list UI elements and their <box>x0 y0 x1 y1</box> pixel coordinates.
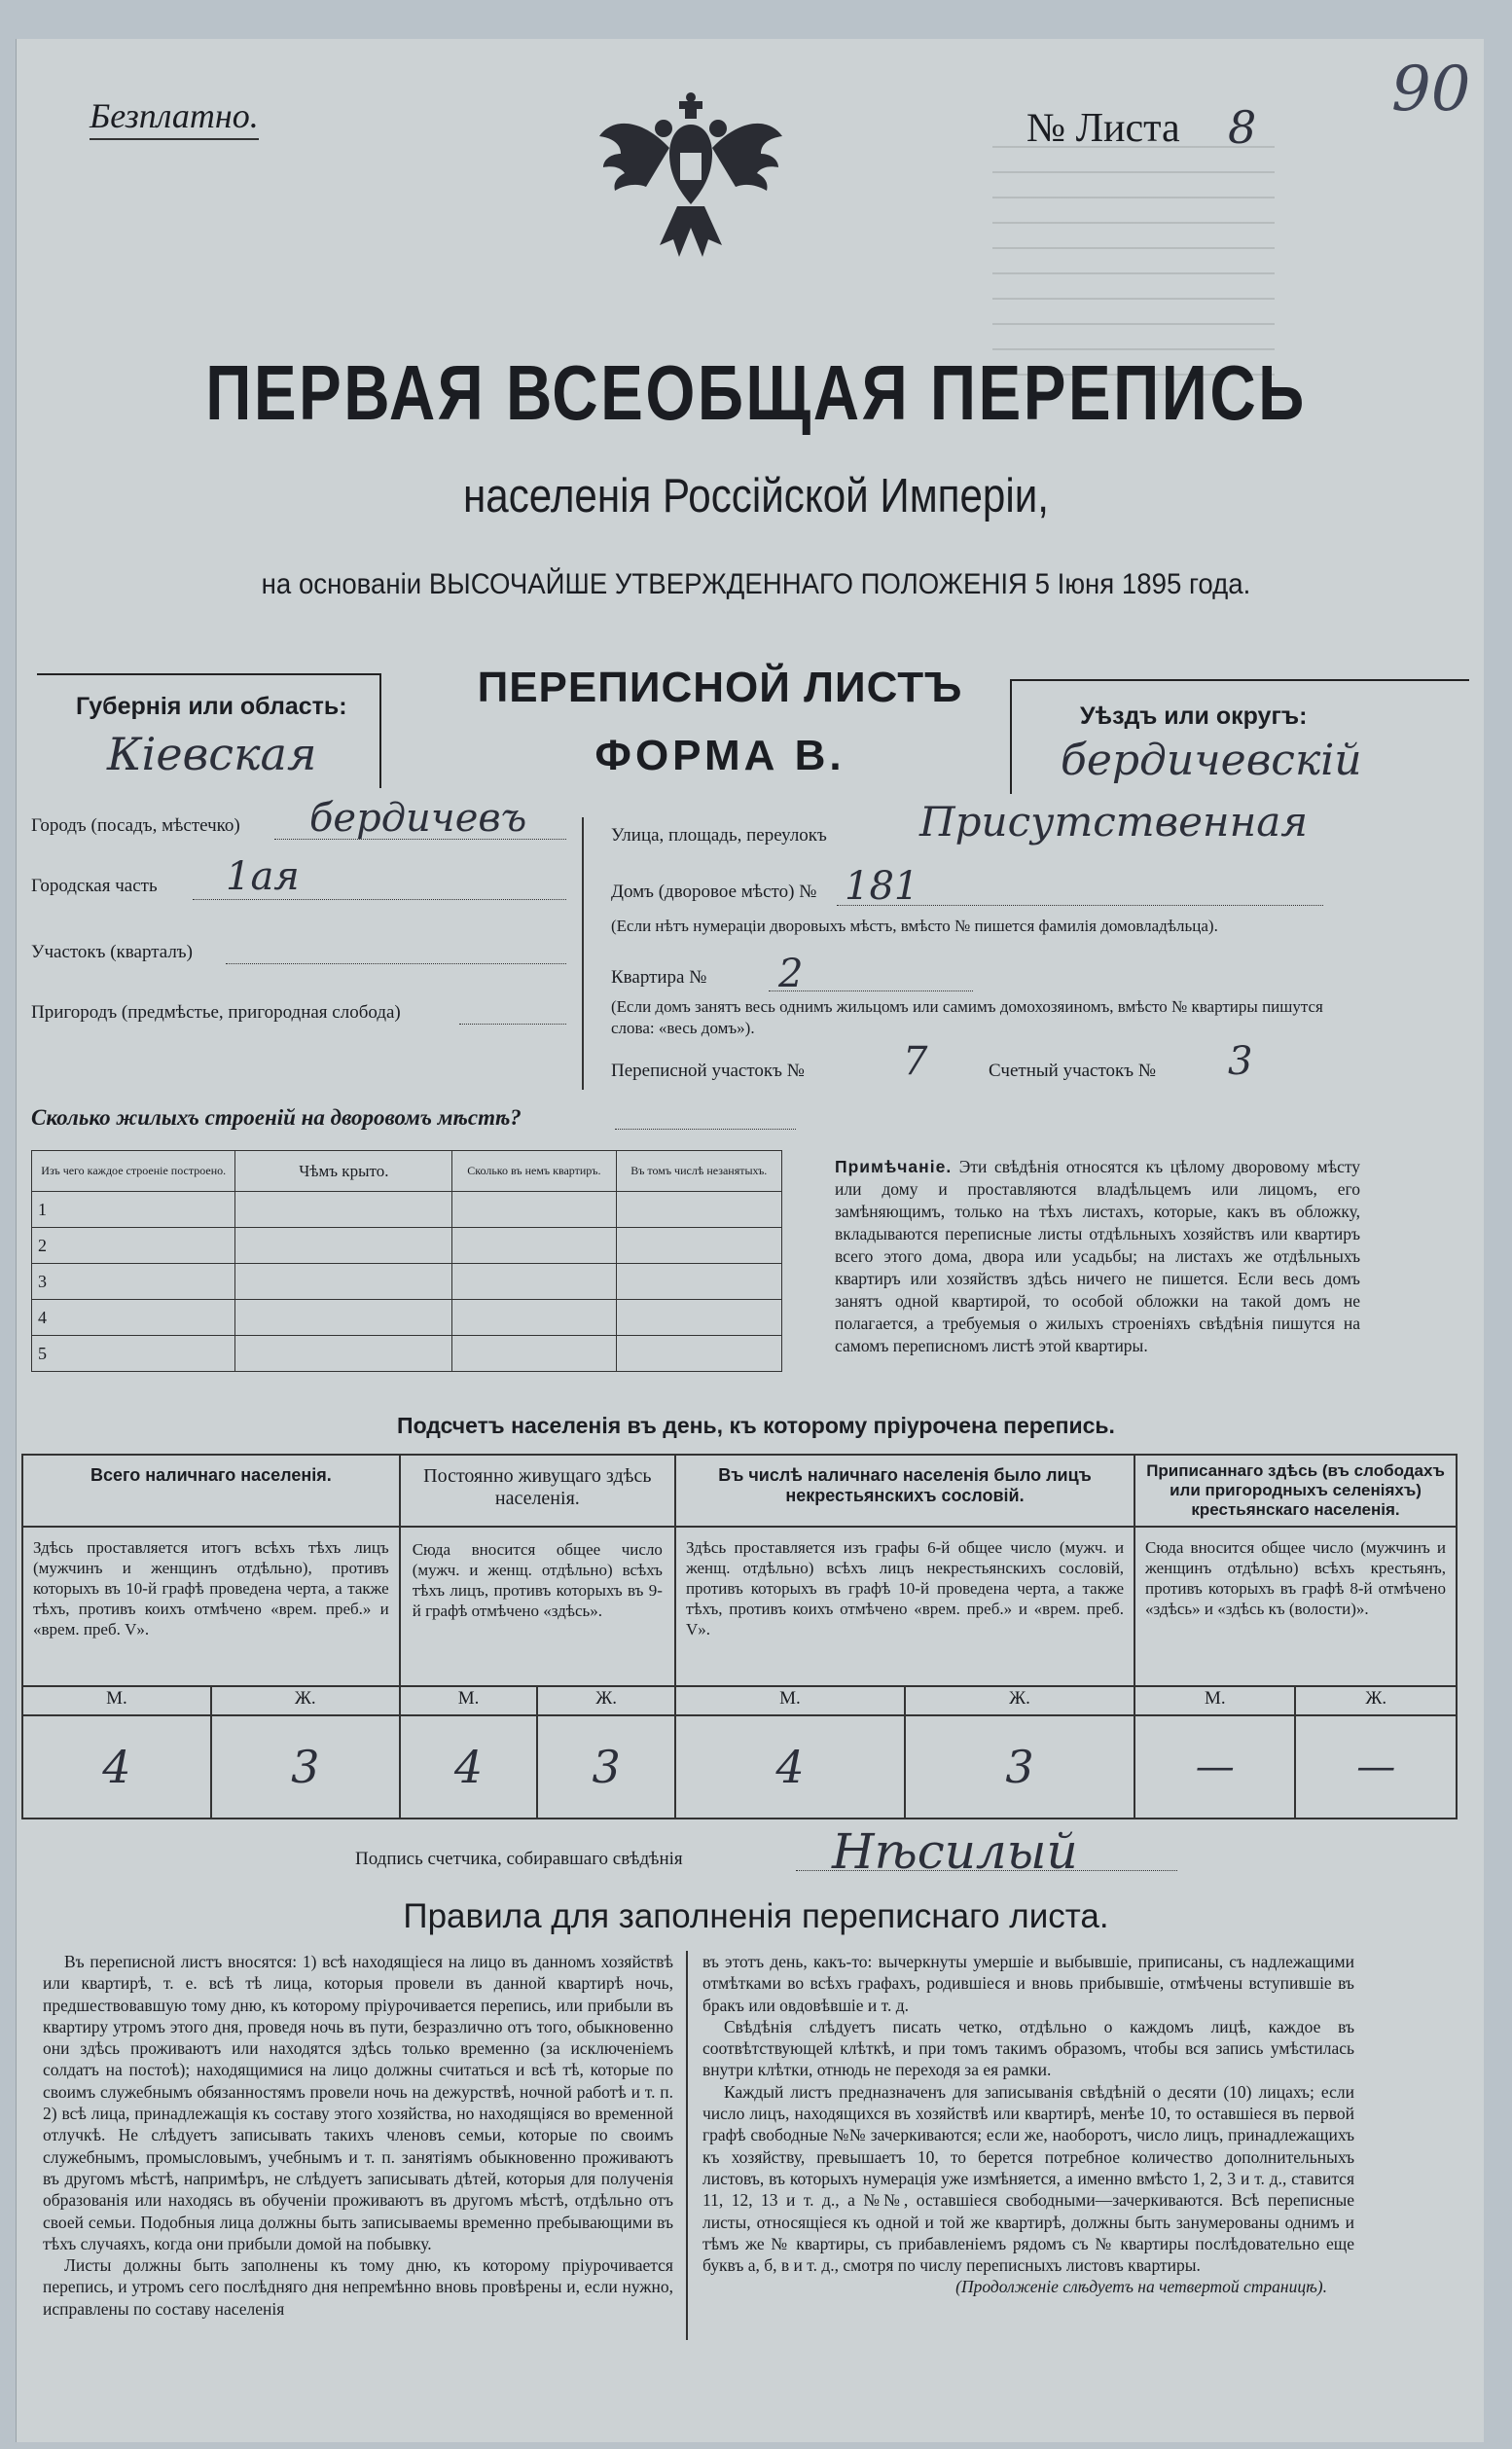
peasant-male-value: — <box>1134 1715 1295 1819</box>
population-col4-desc: Сюда вносится общее число (мужчинъ и женщинъ отдѣльно) всѣхъ крестьянъ, противъ которыхъ въ графѣ 8-й отмѣчено «здѣсь» и «здѣсь къ (волости)». <box>1134 1527 1457 1686</box>
empty-cell <box>235 1192 452 1228</box>
buildings-line <box>615 1129 796 1130</box>
free-label: Безплатно. <box>90 95 259 140</box>
table-row <box>32 1228 782 1264</box>
empty-cell <box>452 1264 616 1300</box>
population-mf-row <box>22 1686 1457 1715</box>
suburb-label: Пригородъ (предмѣстье, пригородная слобода) <box>31 1002 401 1023</box>
population-col2-heading: Постоянно живущаго здѣсь населенія. <box>400 1455 675 1527</box>
m-header: М. <box>22 1686 211 1715</box>
house-note: (Если нѣтъ нумераціи дворовыхъ мѣстъ, вмѣсто № пишется фамилія домовладѣльца). <box>611 917 1218 935</box>
city-value: бердичевъ <box>309 796 527 841</box>
apartment-value: 2 <box>778 952 804 996</box>
table-row <box>32 1192 782 1228</box>
empty-cell <box>235 1264 452 1300</box>
imperial-eagle-emblem <box>594 90 788 284</box>
apartment-note: (Если домъ занятъ весь однимъ жильцомъ или самимъ домохозяиномъ, вмѣсто № квартиры пишутся слова: «весь домъ»). <box>611 997 1323 1037</box>
buildings-table <box>31 1150 782 1372</box>
buildings-header-material: Изъ чего каждое строеніе построено. <box>32 1151 235 1192</box>
signature-value: Нѣсилый <box>832 1823 1078 1880</box>
f-header: Ж. <box>211 1686 400 1715</box>
row-number: 5 <box>32 1336 235 1372</box>
empty-cell <box>616 1228 782 1264</box>
f-header: Ж. <box>1295 1686 1457 1715</box>
archive-number: 90 <box>1391 54 1471 126</box>
city-part-line <box>193 899 566 900</box>
house-line <box>837 905 1323 906</box>
census-subtitle: населенія Россійской Имперіи, <box>463 470 1049 522</box>
form-type: ФОРМА В. <box>594 732 846 779</box>
total-male-value: 4 <box>22 1715 211 1819</box>
m-header: М. <box>400 1686 538 1715</box>
census-area-value: 7 <box>903 1039 928 1084</box>
buildings-header-vacant: Въ томъ числѣ незанятыхъ. <box>616 1151 782 1192</box>
form-name: ПЕРЕПИСНОЙ ЛИСТЪ <box>477 664 963 711</box>
empty-cell <box>616 1192 782 1228</box>
population-col3-heading: Въ числѣ наличнаго населенія было лицъ некрестьянскихъ сословій. <box>675 1455 1134 1527</box>
row-number: 3 <box>32 1264 235 1300</box>
ward-line <box>226 963 566 964</box>
apartment-label: Квартира № <box>611 967 707 988</box>
rules-right-paragraph: Каждый листъ предназначенъ для записыванія свѣдѣній о десяти (10) лицахъ; если число лицъ, находящихся въ хозяйствѣ или квартирѣ, менѣе 10, то оставшіеся въ первой графѣ свободные №№ зачеркиваются; если же, наоборотъ, число лицъ, принадлежащихъ къ хозяйству, превышаетъ 10, то берется потребное количество дополнительныхъ листовъ, въ которыхъ нумерація уже измѣняется, а именно вмѣсто 1, 2, 3 и т. д., ставится 11, 12, 13 и т. д., а №№, оставшіеся свободными—зачеркиваются. Всѣ переписные листы, относящіеся къ одной и той же квартирѣ, должны быть занумерованы однимъ и тѣмъ же № квартиры, съ прибавленіемъ рядомъ съ № квартиры послѣдовательно еще буквъ а, б, в и т. д., смотря по числу переписныхъ листовъ квартиры. <box>702 2081 1354 2276</box>
sheet-label: № Листа <box>1026 106 1180 151</box>
suburb-line <box>459 1024 566 1025</box>
rules-left-paragraph: Въ переписной листъ вносятся: 1) всѣ находящіеся на лицо въ данномъ хозяйствѣ или квартирѣ, т. е. всѣ тѣ лица, которыя провели въ данной квартирѣ ночь, предшествовавшую тому дню, къ которому пріурочивается перепись, или прибыли въ квартиру утромъ этого дня, проведя ночь въ пути, безразлично отъ того, обыкновенно они здѣсь проживаютъ или находятся здѣсь только временно (за исключеніемъ солдатъ на постоѣ); находящимися на лицо должны считаться и всѣ тѣ, которые по своимъ служебнымъ обязанностямъ провели ночь на дежурствѣ, ночной работѣ и т. п. 2) всѣ лица, принадлежащія къ составу этого хозяйства, но находящіяся во временной отлучкѣ. Не слѣдуетъ записывать такихъ членовъ семьи, которые по своимъ служебнымъ, промысловымъ, учебнымъ и т. п. занятіямъ обыкновенно проживаютъ въ другомъ мѣстѣ, напримѣръ, не слѣдуетъ записывать дѣтей, которыя для полученія образованія или находясь въ обученіи проживаютъ въ другомъ мѣстѣ, отдѣльно отъ своей семьи. Подобныя лица должны быть записываемы временно пребывающими въ тѣхъ случаяхъ, когда они прибыли домой на побывку. <box>43 1952 673 2253</box>
rules-title: Правила для заполненія переписнаго листа. <box>403 1897 1109 1935</box>
sheet-number: 8 <box>1228 101 1257 154</box>
population-col3-desc: Здѣсь проставляется изъ графы 6-й общее число (мужч. и женщ. отдѣльно) всѣхъ лицъ некрестьянскихъ сословій, противъ которыхъ въ графѣ 10-й проведена черта, а также тѣхъ, противъ коихъ отмѣчено «врем. преб.» и «врем. преб. V». <box>675 1527 1134 1686</box>
empty-cell <box>452 1192 616 1228</box>
note-text: Эти свѣдѣнія относятся къ цѣлому дворовому мѣсту или дому и проставляются владѣльцемъ или лицомъ, его замѣняющимъ, только на тѣхъ листахъ, которые, какъ въ обложку, вкладываются переписные листы отдѣльныхъ хозяйствъ или квартиръ всего этого дома, двора или усадьбы; на листахъ же отдѣльныхъ квартиръ или хозяйствъ здѣсь ничего не пишется. Если весь домъ занятъ одной квартирой, то особой обложки на такой домъ не полагается, а требуемыя о жилыхъ строеніяхъ свѣдѣнія пишутся на самомъ переписномъ листѣ этой квартиры. <box>835 1157 1361 1355</box>
city-part-label: Городская часть <box>31 876 158 896</box>
population-values-row <box>22 1715 1457 1819</box>
city-label: Городъ (посадъ, мѣстечко) <box>31 815 240 836</box>
rules-left-column <box>43 1951 673 2320</box>
empty-cell <box>616 1264 782 1300</box>
buildings-header-apartments: Сколько въ немъ квартиръ. <box>452 1151 616 1192</box>
province-label: Губернія или область: <box>76 693 347 720</box>
f-header: Ж. <box>905 1686 1134 1715</box>
population-col1-heading: Всего наличнаго населенія. <box>22 1455 400 1527</box>
buildings-table-header <box>32 1151 782 1192</box>
population-col1-desc: Здѣсь проставляется итогъ всѣхъ тѣхъ лицъ (мужчинъ и женщинъ отдѣльно), противъ которыхъ въ 10-й графѣ проведена черта, а также тѣхъ, противъ коихъ отмѣчено «врем. преб.» и «врем. преб. V». <box>22 1527 400 1686</box>
empty-cell <box>452 1228 616 1264</box>
f-header: Ж. <box>537 1686 675 1715</box>
permanent-male-value: 4 <box>400 1715 538 1819</box>
empty-cell <box>452 1300 616 1336</box>
census-area-label: Переписной участокъ № <box>611 1061 805 1081</box>
m-header: М. <box>675 1686 905 1715</box>
population-desc-row <box>22 1527 1457 1686</box>
empty-cell <box>235 1300 452 1336</box>
row-number: 4 <box>32 1300 235 1336</box>
note-label: Примѣчаніе. <box>835 1157 953 1176</box>
population-heading-row <box>22 1455 1457 1527</box>
empty-cell <box>616 1336 782 1372</box>
rules-column-divider <box>686 1951 688 2340</box>
house-label: Домъ (дворовое мѣсто) № <box>611 882 817 902</box>
rules-continuation: (Продолженіе слѣдуетъ на четвертой страницѣ). <box>955 2277 1327 2297</box>
table-row <box>32 1300 782 1336</box>
count-area-value: 3 <box>1228 1039 1253 1084</box>
rules-left-paragraph: Листы должны быть заполнены къ тому дню, къ которому пріурочивается перепись, и утромъ сего послѣдняго дня непремѣнно вновь провѣрены и, если нужно, исправлены по составу населенія <box>43 2255 673 2319</box>
street-label: Улица, площадь, переулокъ <box>611 825 827 846</box>
total-female-value: 3 <box>211 1715 400 1819</box>
province-value: Кiевская <box>107 728 317 780</box>
apartment-line <box>769 990 973 991</box>
empty-cell <box>235 1228 452 1264</box>
rules-right-paragraph: Свѣдѣнія слѣдуетъ писать четко, отдѣльно о каждомъ лицѣ, каждое въ соотвѣтствующей клѣткѣ, и при томъ такимъ образомъ, чтобы вся запись умѣстилась внутри клѣтки, отнюдь не переходя за ея рамки. <box>702 2016 1354 2080</box>
non-peasant-female-value: 3 <box>905 1715 1134 1819</box>
house-value: 181 <box>845 864 919 909</box>
empty-cell <box>452 1336 616 1372</box>
rules-right-paragraph: въ этотъ день, какъ-то: вычеркнуты умершіе и выбывшіе, приписаны, съ надлежащими отмѣтками во всѣхъ графахъ, родившіеся и вновь прибывшіе, отмѣчены вступившіе въ бракъ или овдовѣвшіе и т. д. <box>702 1952 1354 2015</box>
city-part-value: 1ая <box>226 854 300 899</box>
district-value: бердичевскiй <box>1061 736 1362 785</box>
population-table <box>21 1454 1458 1819</box>
signature-label: Подпись счетчика, собиравшаго свѣдѣнія <box>355 1849 683 1869</box>
district-label: Уѣздъ или округъ: <box>1080 702 1308 730</box>
rules-right-column <box>702 1951 1354 2298</box>
buildings-question: Сколько жилыхъ строеній на дворовомъ мѣстѣ? <box>31 1105 522 1130</box>
row-number: 1 <box>32 1192 235 1228</box>
empty-cell <box>616 1300 782 1336</box>
census-basis: на основаніи ВЫСОЧАЙШЕ УТВЕРЖДЕННАГО ПОЛОЖЕНІЯ 5 Іюня 1895 года. <box>261 568 1251 600</box>
m-header: М. <box>1134 1686 1295 1715</box>
table-row <box>32 1264 782 1300</box>
non-peasant-male-value: 4 <box>675 1715 905 1819</box>
count-area-label: Счетный участокъ № <box>989 1061 1156 1081</box>
population-title: Подсчетъ населенія въ день, къ которому пріурочена перепись. <box>397 1413 1115 1438</box>
row-number: 2 <box>32 1228 235 1264</box>
buildings-header-roof: Чѣмъ крыто. <box>235 1151 452 1192</box>
population-col4-heading: Приписаннаго здѣсь (въ слободахъ или пригородныхъ селеніяхъ) крестьянскаго населенія. <box>1134 1455 1457 1527</box>
note-block <box>835 1156 1360 1357</box>
empty-cell <box>235 1336 452 1372</box>
street-value: Присутственная <box>919 798 1309 846</box>
census-main-title: ПЕРВАЯ ВСЕОБЩАЯ ПЕРЕПИСЬ <box>205 349 1307 436</box>
ward-label: Участокъ (кварталъ) <box>31 942 193 962</box>
table-row <box>32 1336 782 1372</box>
address-divider <box>582 817 584 1090</box>
population-col2-desc: Сюда вносится общее число (мужч. и женщ. отдѣльно) всѣхъ тѣхъ лицъ, противъ которыхъ въ 9-й графѣ отмѣчено «здѣсь». <box>400 1527 675 1686</box>
peasant-female-value: — <box>1295 1715 1457 1819</box>
permanent-female-value: 3 <box>537 1715 675 1819</box>
city-line <box>274 839 566 840</box>
